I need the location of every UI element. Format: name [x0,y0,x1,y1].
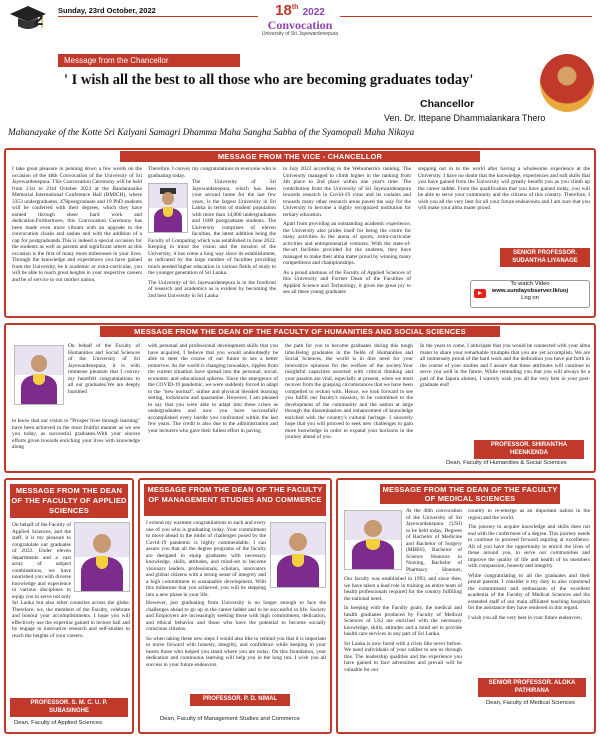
humanities-para-5: In the years to come, I anticipate that you would be connected with your alma mater to share your remarkable triumphs that you are yet accomplish. We are all immensely proud of the hard work and the dedication you have put forth in the course of your studies and I assure that these attributes will continue to serve you well in the future. While reminding you that you will always be a part of the Japura alumni, I warmly wish you all the very best in your post-graduate end! [420,343,590,388]
medical-para-6: The journey to acquire knowledge and skills does not end with the conferment of a degree. This journey needs to continue to proceed forward aspiring at excellence. All of you have the opportunity to enrich the lives of those around you, to serve our communities and improve the quality of life and health of its members with compassion, honesty and integrity. [468,524,590,569]
medical-col-c [468,508,590,670]
management-para-2: However, just graduating from University is no longer enough to face the challenges ahead to go up in the career ladder and to be successful in life. Society and Employers are increasingly seeking those with high commitment, dedication, and ethical behavior and those who have the potential to become socially conscious citizens. [146,600,326,632]
vice-col-3 [283,166,411,314]
logo-year: 2022 [302,7,325,18]
applied-dean-photo [74,522,130,592]
medical-para-2: Our faculty was established in 1993, and since then, we have taken a lead role in training an entire team of health professionals required for the country fulfilling the national need. [344,576,462,602]
chancellor-affiliation: Mahanayake of the Kotte Sri Kalyani Samagri Dhamma Maha Sangha Sabha of the Syamopali Maha Nikaya [8,128,415,138]
vice-para-8: stepping out in to the world after having a wholesome experience at the University. I have no doubt that the knowledge, experiences and soft skills that you have gained from the University will greatly benefit you as you climb up the career ladder. From the qualification that you have gained today, you will be able to serve your community and the citizens of this country. Therefore, I wish you all the very best for all your future endeavours and I am sure that you will make your alma mater proud. [418,166,590,211]
humanities-col-1a [68,343,140,418]
applied-para: On behalf of the Faculty of Applied Sciences, and the staff, it is my pleasure to congratulate our graduates of 2022. Under eleven departments and a vast array of subject combinations, we have nourished you with diverse knowledge and experience in various disciplines to equip you to serve not only Sri Lanka but also other countries across the globe. Therefore, we, the members of the Faculty, celebrate and honour your accomplishments. I hope you will effectively use the expertise gained in lecture hall and by engage in innovative research and self-studies to reach the heights of your careers. [12,522,130,639]
vice-col-4 [418,166,590,236]
medical-para-1: At the 48th convocation of the University of Sri Jayewardenepura (USJ) to be held today, Degrees of Bachelor of Medicine and Bachelor of Surgery (MBBS), Bachelor of Science Honours in Nursing, Bachelor of Pharmacy Honours, [406,508,462,573]
humanities-col-4 [420,343,590,405]
vice-para-2: Therefore, I convey my congratulations to everyone who is graduating today. [148,166,276,179]
medical-para-7: While congratulating to all the graduates and their proud parents, I consider it my duty to also commend the commitment and enthusiasm of the excellent academia of the Faculty of Medical Sciences and the extended staff of our main affiliated teaching hospitals for the assistance they have rendered in this regard. [468,572,590,611]
applied-dean-desc: Dean, Faculty of Applied Sciences [14,720,102,726]
management-para-1: I extend my warmest congratulations to each and every one of you who is graduating today. Your commitment to move ahead in the midst of challenges posed by the Covid-19 pandemic is highly commendable. I can assure you that all the degree programs of the faculty are designed to equip graduates with necessary knowledge, skills, attitudes, and mind-set to become visionary leaders, professionals, scholars, innovators and global citizens with a strong sense of integrity and a high commitment to sustainable development. With this milestone that you achieved, you will be stepping into a new phase in your life. [146,520,266,598]
chancellor-quote: ' I wish all the best to all those who are becoming graduates today' [64,72,474,88]
medical-para-4: Sri Lanka is now faced with a crisis like never before. We need individuals of your caliber to see us through this. The leadership qualities and the experience you have gained to face adversities and prevail will be valuable for our [344,640,462,673]
video-link[interactable]: www.sundayobserver.lk/uoj [491,288,569,294]
medical-col-b [344,576,462,730]
medical-dean-photo [344,510,402,570]
page-header [0,0,600,52]
header-rule-right [340,16,592,17]
management-para-3: So when taking these new steps I would also like to remind you that it is important to move forward with honesty, integrity, and confidence while keeping in your hearts those who helped you stand where you are today. On this foundation, your dedication and continuous learning will help you in the long run. I wish you all success in your future endeavors. [146,635,326,668]
management-dean-badge: PROFESSOR. P. D. NIMAL [190,694,290,706]
medical-col-a [406,508,462,574]
vice-col-1 [12,166,142,314]
vice-para-4: The University of Sri Jayewardenepura is in the forefront of research and academics as is evident by becoming the 2nd best University in Sri Lanka [148,279,276,299]
chancellor-photo [540,54,594,112]
watch-video-box[interactable] [470,280,590,308]
vice-para-6: Apart from providing an outstanding academic experience, the University also prides itself for being the centre for many activities in the arena of sports, extra-curricular activities and entrepreneurial ventures. With the state-of-the-art facilities provided for the students, they have managed to make their alma mater proud by winning many competitions and championships. [283,221,411,266]
medical-bar: MESSAGE FROM THE DEAN OF THE FACULTY OF MEDICAL SCIENCES [380,484,560,504]
humanities-col-2 [148,343,278,469]
logo-ordinal: th [291,4,299,11]
vice-para-5: in July 2022 according to the Webometrics ranking. The University managed to climb higher in the ranking from 4th place to 2nd place within one year's time. The contribution from the University of Sri Jayewardenepura towards research in Covid-19 virus and its variants and towards many other research areas paved the way for the University to become a highly recognized institution for tertiary education. [283,166,411,218]
humanities-col-1b [12,418,140,468]
management-dean-desc: Dean, Faculty of Management Studies and Commerce [160,716,300,722]
issue-date: Sunday, 23rd October, 2022 [58,6,156,15]
logo-word: Convocation [267,18,333,32]
medical-para-3: In keeping with the Faculty goals, the medical and health graduates produced by Faculty of Medical Sciences of USJ are enriched with the necessary knowledge, skills, attitudes and a mind set to provide health care services in any part of Sri Lanka. [344,605,462,637]
management-dean-photo [270,522,326,588]
vice-col-2 [148,166,276,314]
medical-dean-desc: Dean, Faculty of Medical Sciences [486,700,575,706]
chancellor-bar: Message from the Chancellor [58,54,240,67]
applied-bar: MESSAGE FROM THE DEAN OF THE FACULTY OF APPLIED SCIENCES [10,484,128,518]
chancellor-name: Ven. Dr. Ittepane Dhammalankara Thero [384,113,546,123]
header-rule-left [58,16,258,17]
management-bar: MESSAGE FROM THE DEAN OF THE FACULTY OF MANAGEMENT STUDIES AND COMMERCE [144,484,326,516]
applied-col [12,522,130,694]
convocation-logo [260,2,340,37]
medical-para-8: I wish you all the very best in your future endeavors. [468,614,582,621]
chancellor-title: Chancellor [420,98,475,110]
humanities-para-1: On behalf of the Faculty of Humanities and Social Sciences of the University of Sri Jayewardenepura, it is with immense pleasure that I convey my heartfelt congratulations to all our graduates.We are deeply humbled [68,343,140,395]
applied-dean-badge: PROFESSOR. S. M. C. U. P. SUBASINGHE [10,698,128,717]
humanities-dean-photo [14,345,64,405]
management-col-b [146,600,326,690]
humanities-col-3 [285,343,413,469]
vice-chancellor-bar: MESSAGE FROM THE VICE - CHANCELLOR [120,151,480,162]
humanities-para-3: with personal and professional development skills that you have acquired, I believe that you would undoubtedly be able to steer the course of our future to see a better tomorrow. As the world is changing nowadays, ripples from the current situation have spread into the personal, social, economic and educational spheres. Since the emergence of the COVID-19 pandemic, we were suddenly forced to adapt to the "new normal", online and physical blended learning setting, lockdowns and quarantine. However, I am pleased to say that you were able to adapt into these crises as undergraduates and now you have successfully accomplished every hurdle you confronted within the last few years. The credit is also due to the administration and your lecturers who gave their fullest effort in paving [148,343,278,434]
vice-para-7: As a proud alumnus of the Faculty of Applied Sciences of this University and Former Dean of the Faculties of Applied Science and Technology, it gives me great joy to see all these young graduates [283,269,411,295]
logo-university: University of Sri Jayewardenepura [261,31,339,37]
vice-chancellor-photo [148,183,188,233]
youtube-icon [474,289,486,298]
logon-label: Log on [521,295,539,301]
humanities-dean-desc: Dean, Faculty of Humanities & Social Sciences [446,460,567,466]
vice-chancellor-badge: SENIOR PROFESSOR. SUDANTHA LIYANAGE [500,248,590,267]
medical-para-5: country to re-emerge as an important nation in the region and the world. [468,508,590,521]
humanities-bar: MESSAGE FROM THE DEAN OF THE FACULTY OF HUMANITIES AND SOCIAL SCIENCES [100,326,500,337]
watch-label: To watch Video [510,281,550,287]
medical-dean-badge: SENIOR PROFESSOR. ALOKA PATHIRANA [478,678,586,697]
page-number: 2 [34,10,44,29]
humanities-dean-badge: PROFESSOR. SHIRANTHA HEENKENDA [474,440,584,459]
logo-number: 18 [275,2,292,19]
vice-para-1: I take great pleasure in penning down a few words on the occasion of the 48th Convocation of the University of Sri Jayewardenepura. This Convocation Ceremony will be held from 21st to 23rd October 2022 at the Bandaranaike Memorial International Conference Hall (BMICH), where 3353 undergraduates, 478postgraduate and 19 PhD students will be conferred with their degrees, which they have earned through sheer hard work and dedication.Furthermore, this Convocation Ceremony has been made even more vibrant with an upgrade to the convocation cloaks and sashes and with the addition of a cap for postgraduands.This is indeed a special occasion for the students as well as parents and significant others as this occasion is the first of many more milestones in your lives. Through the knowledge and experiences you have gained from the University, be it academic or extra-curricular, you will be able to reach great heights in your respective careers and be of service to our mother nation. [12,166,142,283]
humanities-para-4: the path for you to become graduates during this tough time.Being graduates in the fields of Humanities and Social Sciences, the world is in dire need for your innovative opinions for the welfare of the society.Your insightful capacities assorted with critical thinking and your passion are vital, especially at present, when we must recover from the grasping circumstances that we have been compelled to reckon with. Hence, we look forward to see you fulfill our faculty's mission, to be committed to the development of the community and the nation at large through the dissemination and enhancement of knowledge enriched with the country's cultural heritage. I sincerely hope that you will proceed to seek new challenges to gain more knowledge in order to expand your horizons in the journey ahead of you. [285,343,413,440]
vice-para-3: The University of Sri Jayewardenepura, which has been your second home for the last few years, is the largest University in Sri Lanka in terms of student population with more than 14,000 undergraduates and 1600 postgraduate students. The University comprises of eleven faculties, the latest addition being the Faculty of Computing which was established in June 2022. Keeping in mind the vision and the mission of the University, it has come a long way since its establishment, as indicated by the large number of faculties providing much needed higher education in various fields of study to the younger generation of Sri Lanka. [148,179,276,276]
humanities-para-2: to know that our vision to "Prosper lives through learning" have been achieved in the most fruitful manner as we see you today, as successful graduates.With your sincere efforts given towards enriching your lives with knowledge along [12,418,140,450]
management-col-a [146,520,266,600]
